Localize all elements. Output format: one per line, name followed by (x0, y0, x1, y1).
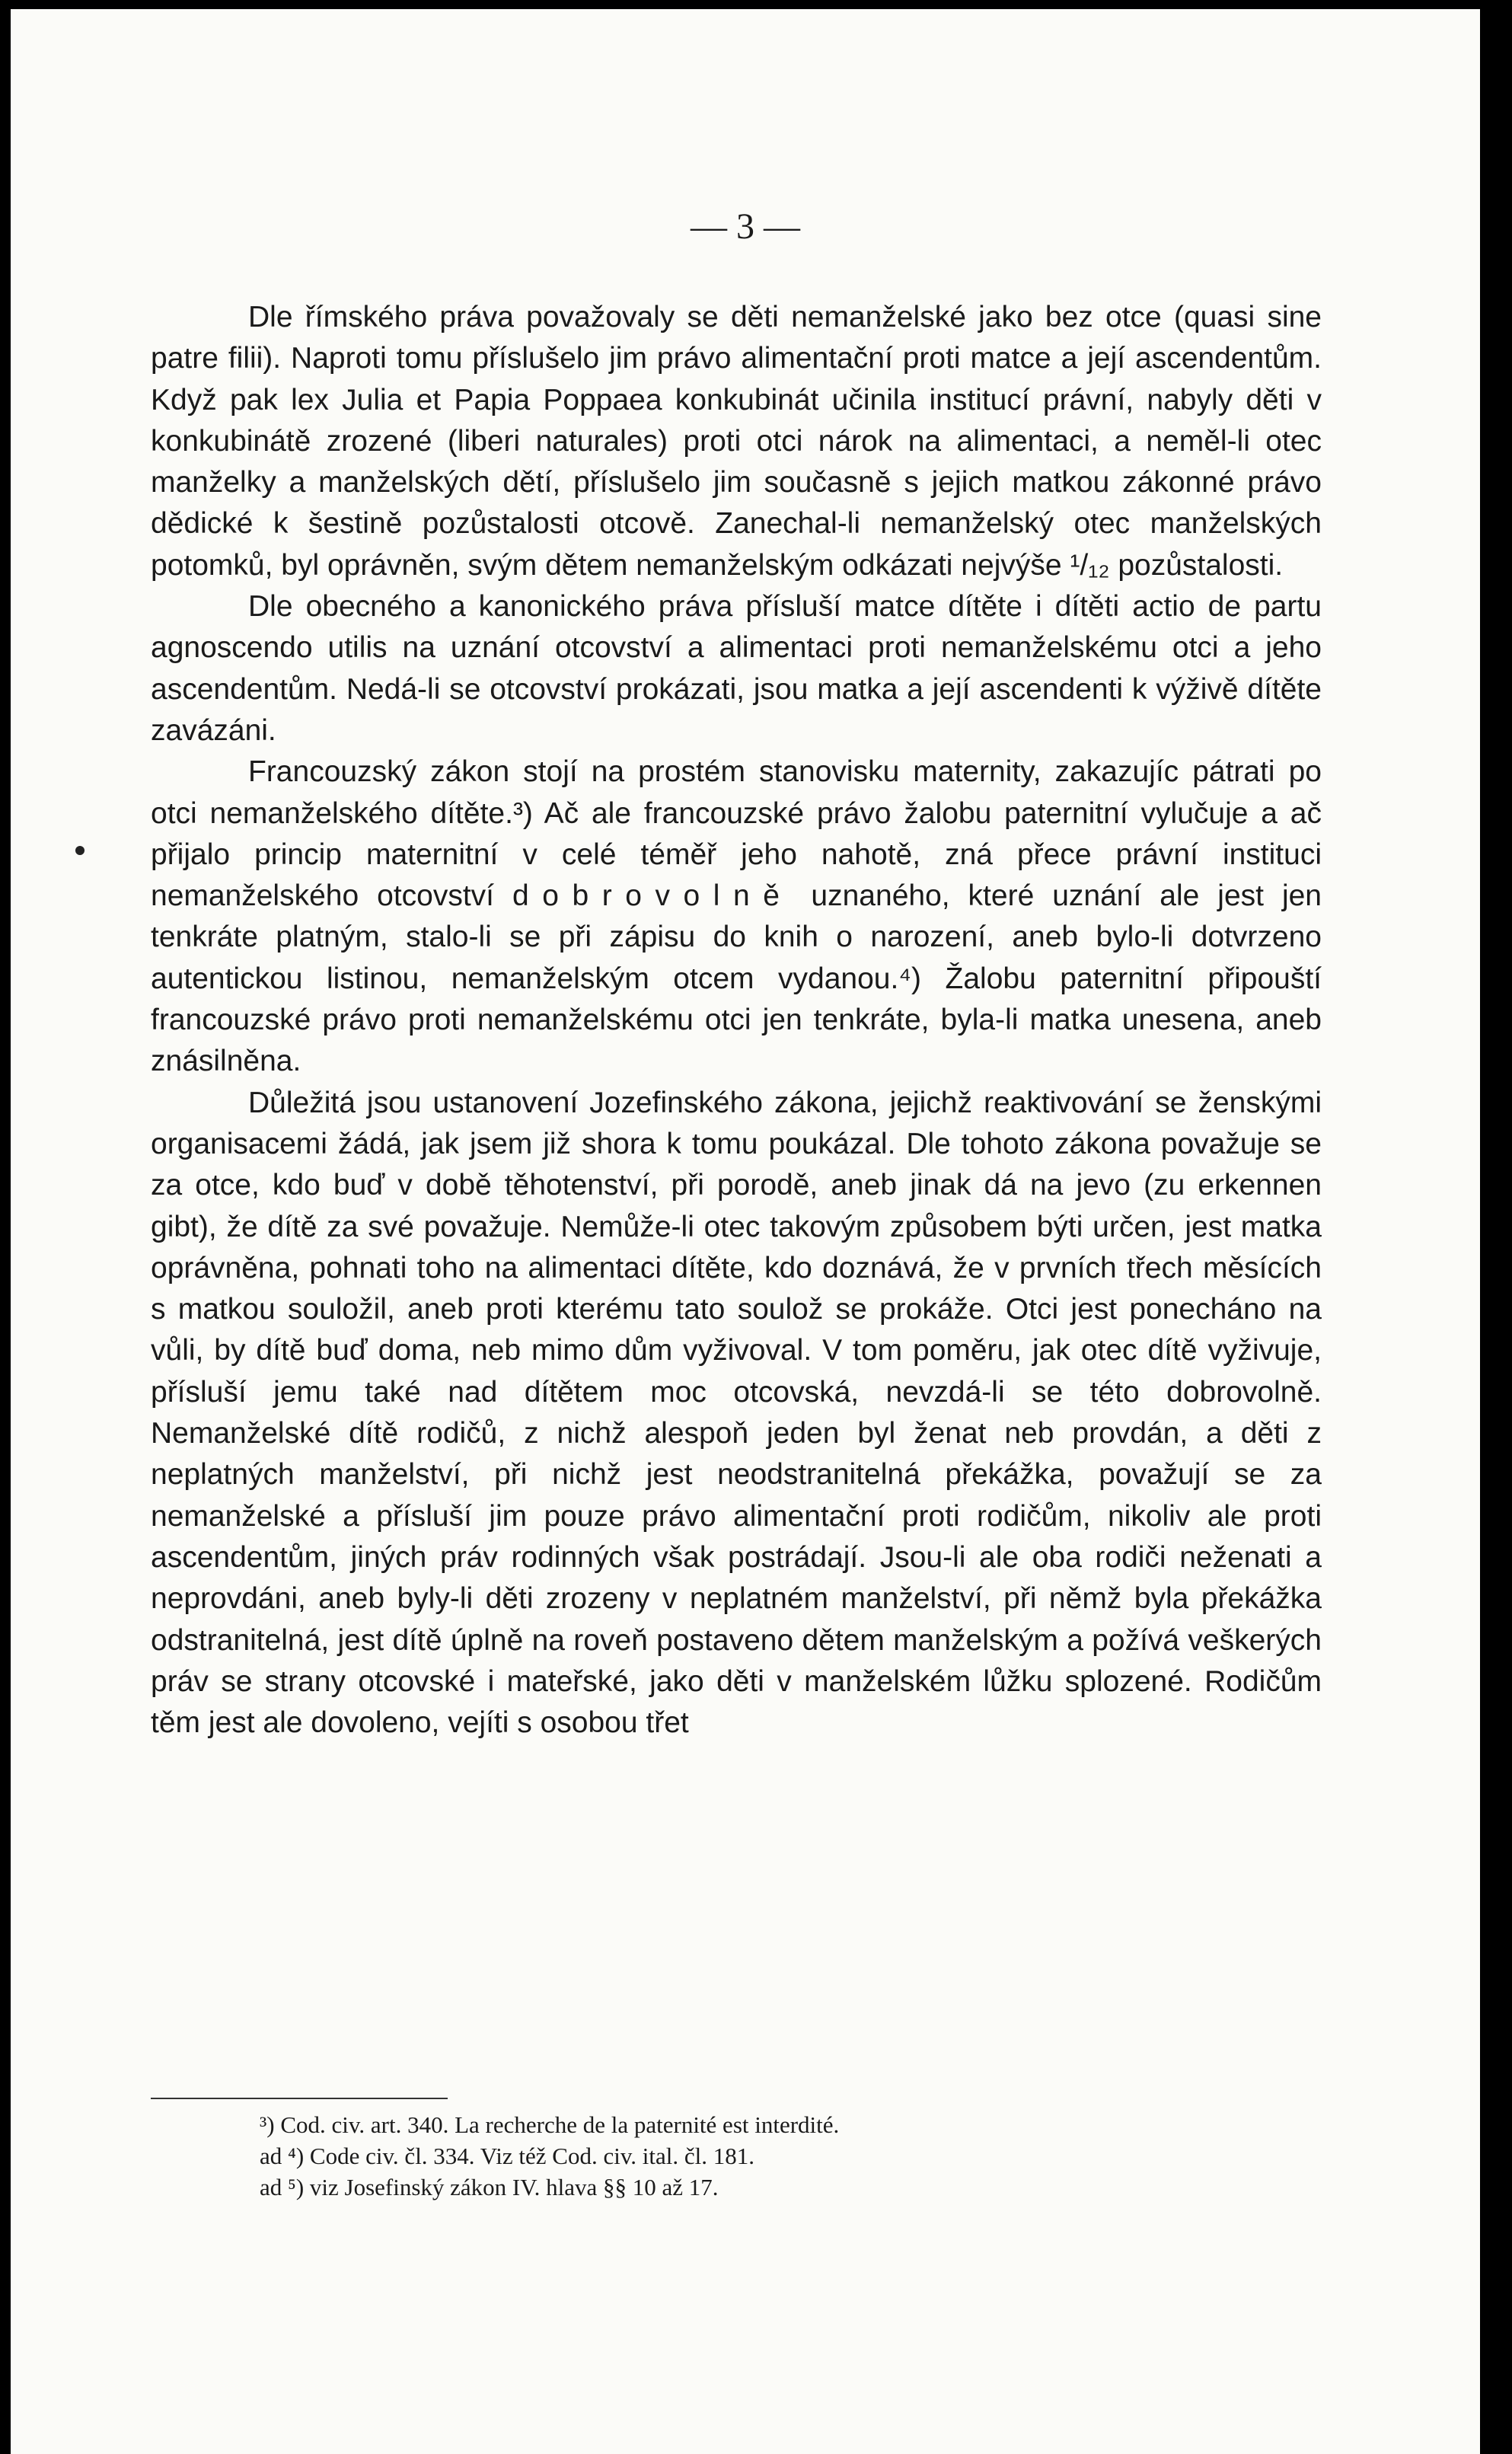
paragraph-canon-law: Dle obecného a kanonického práva přísluší matce dítěte i dítěti actio de partu agnoscendo utilis na uznání otcovství a alimentaci proti nemanželskému otci a jeho ascendentům. Nedá-li se otcovství prokázati, jsou matka a její ascendenti k výživě dítěte zavázáni. (151, 590, 1322, 747)
margin-dot-mark (75, 846, 85, 855)
page-sheet (11, 9, 1480, 2454)
paragraph-french-law (151, 752, 1322, 1082)
footnote-3: ³) Cod. civ. art. 340. La recherche de la paternité est interdité. (260, 2111, 840, 2138)
footnote-divider (151, 2098, 448, 2099)
footnote-4: ad ⁴) Code civ. čl. 334. Viz též Cod. civ. ital. čl. 181. (260, 2143, 755, 2169)
footnotes (260, 2109, 1325, 2203)
footnote-5: ad ⁵) viz Josefinský zákon IV. hlava §§ 10 až 17. (260, 2174, 719, 2200)
spaced-word-dobrovolne: dobrovolně (512, 879, 793, 913)
french-law-text-b: uznaného, které uznání ale jest jen tenkráte platným, stalo-li se při zápisu do knih o narození, aneb bylo-li dotvrzeno autentickou listinou, nemanželským otcem vydanou.⁴) Žalobu paternitní připouští francouzské právo proti nemanželskému otci jen tenkráte, byla-li matka unesena, aneb znásilněna. (151, 879, 1322, 1078)
paragraph-josephine-law: Důležitá jsou ustanovení Jozefinského zákona, jejichž reaktivování se ženskými organisacemi žádá, jak jsem již shora k tomu poukázal. Dle tohoto zákona považuje se za otce, kdo buď v době těhotenství, při porodě, aneb jinak dá na jevo (zu erkennen gibt), že dítě za své považuje. Nemůže-li otec takovým způsobem býti určen, jest matka oprávněna, pohnati toho na alimentaci dítěte, kdo doznává, že v prvních třech měsících s matkou souložil, aneb proti kterému tato soulož se prokáže. Otci jest ponecháno na vůli, by dítě buď doma, neb mimo dům vyživoval. V tom poměru, jak otec dítě vyživuje, přísluší jemu také nad dítětem moc otcovská, nevzdá-li se této dobrovolně. Nemanželské dítě rodičů, z nichž alespoň jeden byl ženat neb provdán, a děti z neplatných manželství, při nichž jest neodstranitelná překážka, považují se za nemanželské a přísluší jim pouze právo alimentační proti rodičům, nikoliv ale proti ascendentům, jiných práv rodinných však postrádají. Jsou-li ale oba rodiči neženati a neprovdáni, aneb byly-li děti zrozeny v neplatném manželství, při němž byla překážka odstranitelná, jest dítě úplně na roveň postaveno dětem manželským a požívá veškerých práv se strany otcovské i mateřské, jako děti v manželském lůžku splozené. Rodičům těm jest ale dovoleno, vejíti s osobou třet (151, 1086, 1322, 1740)
french-law-text-a: Francouzský zákon stojí na prostém stanovisku maternity, zakazujíc pátrati po otci nemanželského dítěte.³) Ač ale francouzské právo žalobu paternitní vylučuje a ač přijalo princip maternitní v celé téměř jeho nahotě, zná přece právní instituci nemanželského otcovství (151, 755, 1322, 913)
paragraph-roman-law: Dle římského práva považovaly se děti nemanželské jako bez otce (quasi sine patre filii). Naproti tomu příslušelo jim právo alimentační proti matce a její ascendentům. Když pak lex Julia et Papia Poppaea konkubinát učinila institucí právní, nabyly děti v konkubinátě zrozené (liberi naturales) proti otci nárok na alimentaci, a neměl-li otec manželky a manželských dětí, příslušelo jim současně s jejich matkou zákonné právo dědické k šestině pozůstalosti otcově. Zanechal-li nemanželský otec manželských potomků, byl oprávněn, svým dětem nemanželským odkázati nejvýše ¹/₁₂ pozůstalosti. (151, 301, 1322, 582)
body-text (151, 297, 1322, 1744)
page-number: — 3 — (691, 206, 800, 247)
